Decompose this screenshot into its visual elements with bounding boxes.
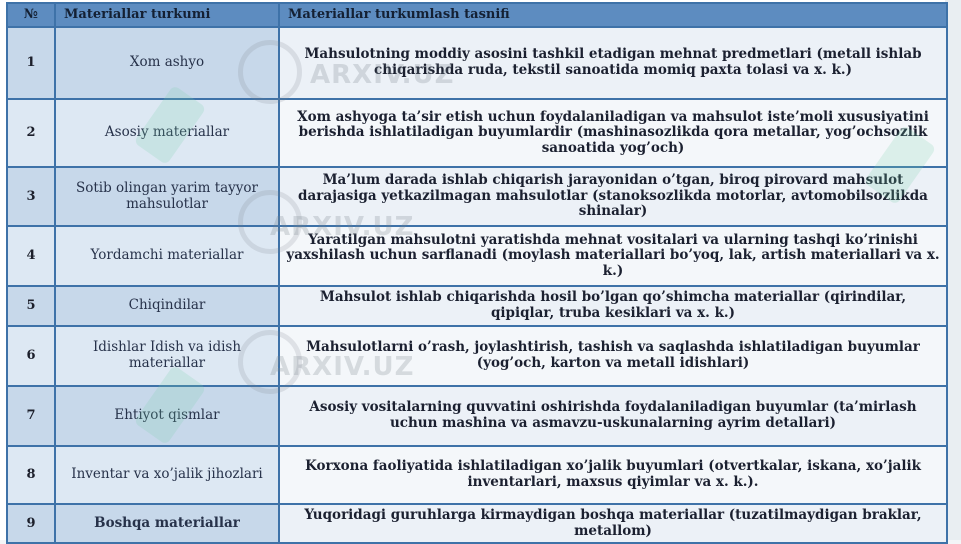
row-number: 1 (7, 27, 55, 99)
row-number: 4 (7, 226, 55, 286)
row-category: Idishlar Idish va idish materiallar (55, 326, 279, 386)
row-number: 7 (7, 386, 55, 446)
row-description: Yuqoridagi guruhlarga kirmaydigan boshqa materiallar (tuzatilmaydigan braklar, metallom) (279, 504, 947, 543)
table-row (7, 27, 947, 99)
watermark-text: ARXIV.UZ (270, 212, 415, 242)
row-category: Ehtiyot qismlar (55, 386, 279, 446)
row-category: Asosiy materiallar (55, 99, 279, 167)
table-row (7, 226, 947, 286)
table-row (7, 167, 947, 226)
row-number: 2 (7, 99, 55, 167)
row-description: Ma’lum darada ishlab chiqarish jarayonidan o’tgan, biroq pirovard mahsulot darajasiga yetkazilmagan mahsulotlar (stanoksozlikda motorlar, avtomobilsozlikda shinalar) (279, 167, 947, 226)
row-number: 5 (7, 286, 55, 326)
table-header-row (7, 3, 947, 27)
row-description: Mahsulotlarni o’rash, joylashtirish, tashish va saqlashda ishlatiladigan buyumlar (yog’och, karton va metall idishlari) (279, 326, 947, 386)
header-number: № (7, 3, 55, 27)
row-category: Yordamchi materiallar (55, 226, 279, 286)
row-description: Xom ashyoga ta’sir etish uchun foydalaniladigan va mahsulot iste’moli xususiyatini berishda ishlatiladigan buyumlardir (mashinasozlikda qora metallar, yog’ochsozlik sanoatida yog’och) (279, 99, 947, 167)
row-description: Yaratilgan mahsulotni yaratishda mehnat vositalari va ularning tashqi ko’rinishi yaxshilash uchun sarflanadi (moylash materiallari bo’yoq, lak, artish materiallari va x. k.) (279, 226, 947, 286)
row-category: Chiqindilar (55, 286, 279, 326)
table-row (7, 504, 947, 543)
watermark-text: ARXIV.UZ (270, 352, 415, 382)
row-number: 9 (7, 504, 55, 543)
row-category: Boshqa materiallar (55, 504, 279, 543)
row-description: Korxona faoliyatida ishlatiladigan xo’jalik buyumlari (otvertkalar, iskana, xo’jalik inventarlari, maxsus qiyimlar va x. k.). (279, 446, 947, 504)
row-number: 8 (7, 446, 55, 504)
row-number: 3 (7, 167, 55, 226)
materials-table (6, 2, 948, 544)
row-category: Sotib olingan yarim tayyor mahsulotlar (55, 167, 279, 226)
row-category: Inventar va xo’jalik jihozlari (55, 446, 279, 504)
header-category: Materiallar turkumi (55, 3, 279, 27)
row-description: Asosiy vositalarning quvvatini oshirishda foydalaniladigan buyumlar (ta’mirlash uchun mashina va asmavzu-uskunalarning ayrim detallari) (279, 386, 947, 446)
table-row (7, 386, 947, 446)
table-row (7, 99, 947, 167)
row-category: Xom ashyo (55, 27, 279, 99)
header-description: Materiallar turkumlash tasnifi (279, 3, 947, 27)
table-row (7, 286, 947, 326)
table-row (7, 326, 947, 386)
table-row (7, 446, 947, 504)
row-description: Mahsulotning moddiy asosini tashkil etadigan mehnat predmetlari (metall ishlab chiqarishda ruda, tekstil sanoatida momiq paxta tolasi va x. k.) (279, 27, 947, 99)
row-description: Mahsulot ishlab chiqarishda hosil bo’lgan qo’shimcha materiallar (qirindilar, qipiqlar, truba kesiklari va x. k.) (279, 286, 947, 326)
row-number: 6 (7, 326, 55, 386)
watermark-text: ARXIV.UZ (310, 60, 455, 90)
